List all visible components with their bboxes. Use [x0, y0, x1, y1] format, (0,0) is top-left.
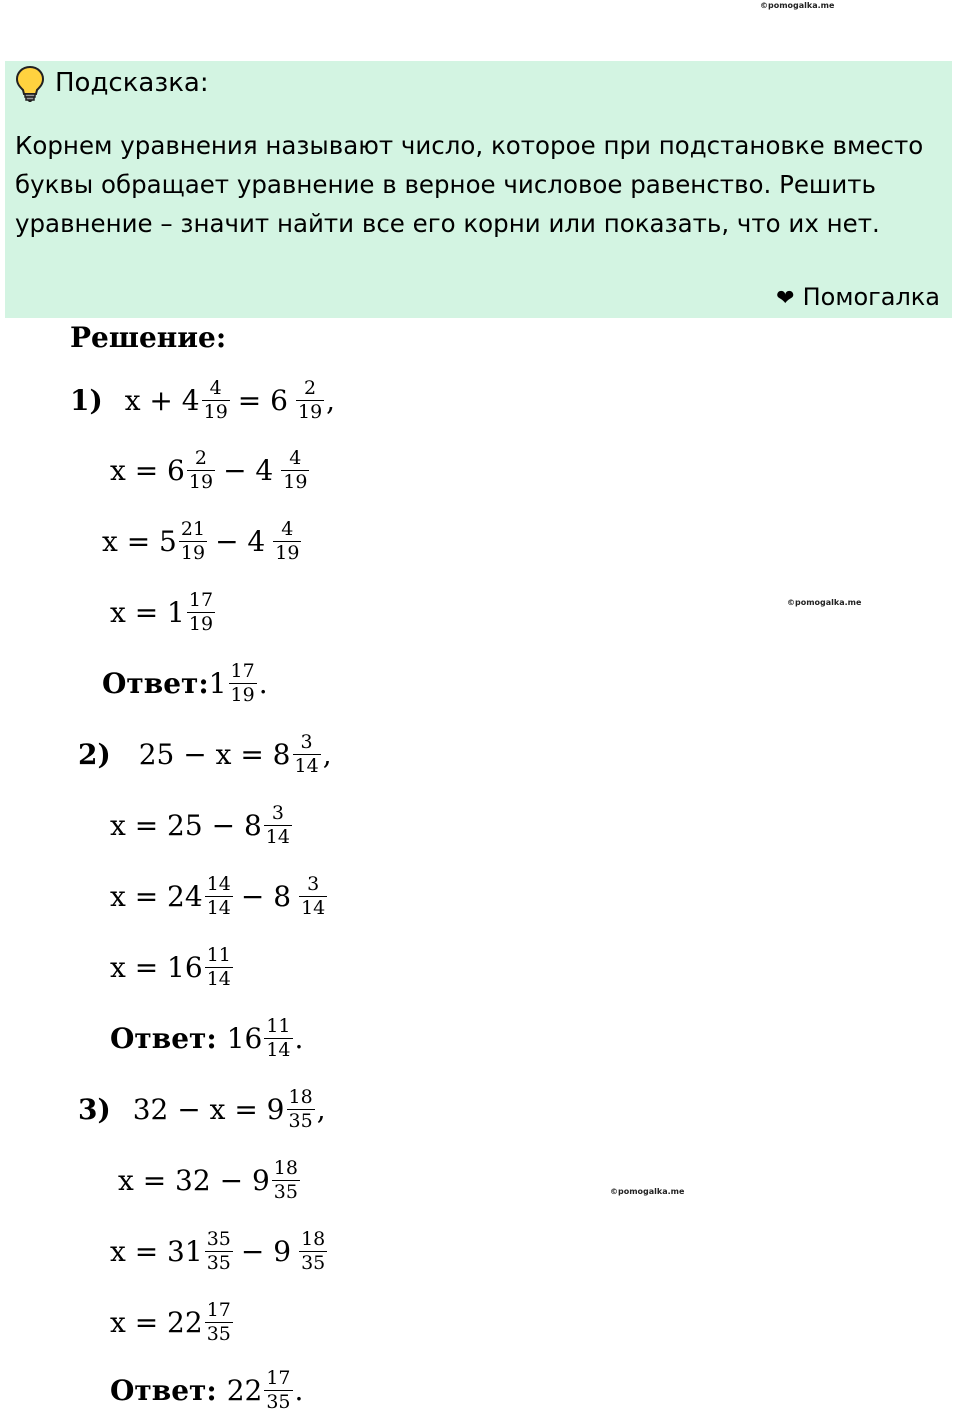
fraction: $\frac{3}{14}$ [265, 801, 290, 848]
answer-label: Ответ: [102, 666, 209, 700]
expr: 16 [226, 1021, 263, 1055]
fraction: $\frac{3}{14}$ [294, 730, 319, 777]
watermark-bottom: ©pomogalka.me [610, 1187, 685, 1196]
fraction: $\frac{17}{35}$ [266, 1366, 291, 1413]
fraction: $\frac{2}{19}$ [297, 376, 323, 423]
task-3-answer [110, 1358, 303, 1422]
fraction: $\frac{18}{35}$ [288, 1085, 313, 1132]
expr: − 9 [240, 1234, 292, 1268]
fraction: $\frac{4}{19}$ [275, 517, 300, 564]
fraction: $\frac{4}{19}$ [283, 446, 308, 493]
task-2-answer [110, 1006, 303, 1070]
expr: 1 [208, 666, 227, 700]
fraction: $\frac{4}{19}$ [203, 376, 228, 423]
punct: , [326, 383, 336, 417]
expr: x = 25 − 8 [110, 808, 262, 842]
punct: . [258, 666, 268, 700]
task-1-equation [70, 368, 335, 432]
fraction: $\frac{21}{19}$ [180, 517, 206, 564]
task-3-step-3 [110, 1290, 235, 1354]
expr: x = 1 [110, 595, 185, 629]
fraction: $\frac{17}{19}$ [188, 588, 214, 635]
watermark-top: ©pomogalka.me [760, 1, 835, 10]
lightbulb-icon [15, 65, 45, 103]
fraction: $\frac{3}{14}$ [301, 872, 326, 919]
expr: x = 6 [110, 453, 185, 487]
fraction: $\frac{14}{14}$ [206, 872, 231, 919]
task-3-label: 3) [78, 1092, 111, 1126]
watermark-mid: ©pomogalka.me [787, 598, 862, 607]
task-3-step-1 [118, 1148, 302, 1212]
punct: . [294, 1373, 304, 1407]
expr: − 4 [215, 524, 266, 558]
expr: 25 − x = 8 [138, 737, 291, 771]
expr: x + 4 [124, 383, 200, 417]
punct: , [322, 737, 332, 771]
fraction: $\frac{11}{14}$ [266, 1014, 291, 1061]
task-1-label: 1) [70, 383, 103, 417]
brand-name: Помогалка [802, 283, 940, 311]
expr: x = 24 [110, 879, 203, 913]
task-3-equation [78, 1077, 326, 1141]
task-1-answer [102, 651, 268, 715]
answer-label: Ответ: [110, 1373, 217, 1407]
solution-heading: Решение: [70, 320, 227, 354]
expr: 22 [226, 1373, 263, 1407]
expr: x = 5 [102, 524, 177, 558]
expr: − 4 [223, 453, 274, 487]
fraction: $\frac{17}{19}$ [230, 659, 255, 706]
expr: − 8 [240, 879, 292, 913]
expr: x = 31 [110, 1234, 203, 1268]
task-1-step-1 [110, 438, 311, 502]
task-3-step-2 [110, 1219, 329, 1283]
task-2-label: 2) [78, 737, 111, 771]
expr: 32 − x = 9 [132, 1092, 285, 1126]
expr: x = 16 [110, 950, 203, 984]
hint-text: Корнем уравнения называют число, которое при подстановке вместо буквы обращает уравнение в верное числовое равенство. Решить уравнение – значит найти все его корни или показать, что их нет. [15, 131, 924, 238]
fraction: $\frac{18}{35}$ [273, 1156, 298, 1203]
task-1-step-3 [110, 580, 217, 644]
expr: x = 32 − 9 [118, 1163, 270, 1197]
punct: , [316, 1092, 326, 1126]
expr: x = 22 [110, 1305, 203, 1339]
task-1-step-2 [102, 509, 303, 573]
task-2-step-3 [110, 935, 235, 999]
heart-icon: ❤ [776, 286, 795, 311]
fraction: $\frac{35}{35}$ [206, 1227, 231, 1274]
fraction: $\frac{17}{35}$ [206, 1298, 231, 1345]
task-2-equation [78, 722, 332, 786]
brand-label [776, 283, 940, 311]
task-2-step-2 [110, 864, 329, 928]
hint-title: Подсказка: [55, 68, 209, 98]
fraction: $\frac{11}{14}$ [206, 943, 231, 990]
fraction: $\frac{18}{35}$ [301, 1227, 326, 1274]
fraction: $\frac{2}{19}$ [188, 446, 214, 493]
punct: . [294, 1021, 304, 1055]
task-2-step-1 [110, 793, 294, 857]
answer-label: Ответ: [110, 1021, 217, 1055]
expr: = 6 [237, 383, 288, 417]
